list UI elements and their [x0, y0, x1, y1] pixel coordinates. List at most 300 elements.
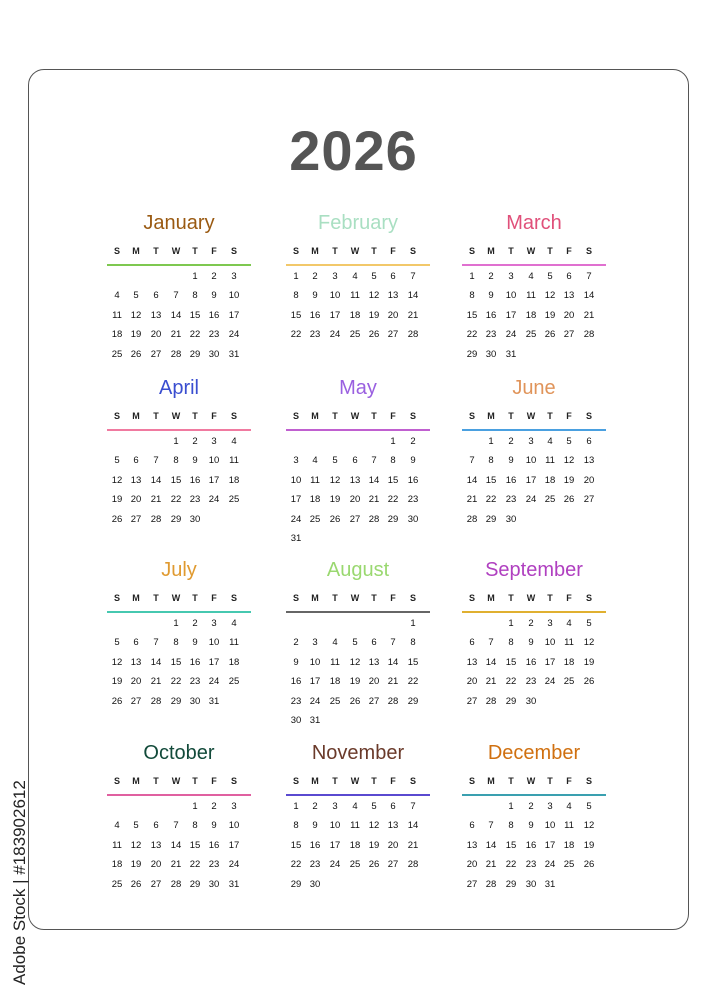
- day-cell: 26: [368, 859, 380, 871]
- day-cell: 4: [332, 637, 338, 649]
- day-cell: 22: [189, 859, 201, 871]
- month-name: January: [143, 212, 215, 234]
- day-cell: 28: [368, 513, 380, 525]
- day-cell: 6: [469, 820, 475, 832]
- day-cell: 28: [485, 695, 497, 707]
- day-cell: 18: [349, 839, 361, 851]
- day-cell: 9: [312, 820, 318, 832]
- day-cell: 10: [290, 474, 302, 486]
- day-cell: 25: [228, 676, 240, 688]
- day-cell: 11: [564, 637, 574, 649]
- day-cell: 4: [547, 435, 553, 447]
- day-cell: 18: [111, 329, 123, 341]
- day-grid: [107, 801, 251, 899]
- day-cell: 24: [309, 695, 321, 707]
- weekday-label: F: [211, 593, 217, 603]
- day-cell: 4: [114, 290, 120, 302]
- weekday-header: [107, 593, 251, 607]
- day-cell: 19: [368, 839, 380, 851]
- day-cell: 23: [208, 859, 220, 871]
- day-cell: 30: [505, 513, 517, 525]
- weekday-label: M: [311, 776, 319, 786]
- day-cell: 17: [329, 309, 341, 321]
- day-cell: 16: [525, 656, 537, 668]
- weekday-label: S: [292, 246, 299, 256]
- day-cell: 26: [111, 513, 123, 525]
- day-cell: 16: [208, 309, 220, 321]
- day-cell: 13: [368, 656, 380, 668]
- day-cell: 5: [332, 455, 338, 467]
- weekday-label: W: [350, 246, 360, 256]
- weekday-label: T: [508, 593, 514, 603]
- day-cell: 11: [229, 455, 239, 467]
- weekday-label: S: [230, 246, 237, 256]
- day-cell: 18: [228, 474, 240, 486]
- day-cell: 29: [387, 513, 399, 525]
- day-cell: 15: [290, 309, 302, 321]
- day-cell: 8: [410, 637, 416, 649]
- day-cell: 14: [485, 656, 497, 668]
- day-cell: 10: [208, 455, 220, 467]
- day-cell: 23: [525, 859, 537, 871]
- day-cell: 6: [153, 290, 159, 302]
- weekday-label: F: [566, 246, 572, 256]
- day-cell: 27: [130, 513, 142, 525]
- day-cell: 10: [525, 455, 537, 467]
- day-cell: 28: [485, 878, 497, 890]
- day-cell: 2: [488, 270, 494, 282]
- weekday-label: T: [508, 246, 514, 256]
- day-cell: 10: [544, 820, 556, 832]
- day-cell: 29: [170, 695, 182, 707]
- day-cell: 2: [211, 270, 217, 282]
- weekday-header: [462, 593, 606, 607]
- weekday-label: F: [211, 776, 217, 786]
- day-cell: 14: [407, 820, 419, 832]
- weekday-label: S: [292, 776, 299, 786]
- day-cell: 8: [192, 820, 198, 832]
- day-cell: 7: [410, 270, 416, 282]
- day-cell: 23: [290, 695, 302, 707]
- day-cell: 10: [544, 637, 556, 649]
- weekday-label: W: [171, 593, 181, 603]
- day-cell: 24: [329, 859, 341, 871]
- day-grid: [107, 271, 251, 369]
- day-cell: 21: [583, 309, 595, 321]
- day-cell: 1: [508, 617, 514, 629]
- month-name: April: [158, 377, 199, 399]
- day-cell: 9: [508, 455, 514, 467]
- day-cell: 17: [208, 474, 220, 486]
- day-cell: 2: [312, 270, 318, 282]
- day-cell: 24: [228, 859, 240, 871]
- day-cell: 4: [352, 270, 358, 282]
- day-cell: 25: [111, 348, 123, 360]
- weekday-label: T: [153, 246, 159, 256]
- day-cell: 29: [505, 878, 517, 890]
- day-cell: 21: [387, 676, 399, 688]
- weekday-label: T: [192, 246, 198, 256]
- weekday-label: M: [311, 246, 319, 256]
- month-august: [286, 557, 430, 735]
- day-cell: 17: [228, 839, 240, 851]
- day-cell: 1: [508, 800, 514, 812]
- weekday-label: T: [508, 411, 514, 421]
- day-cell: 26: [544, 329, 556, 341]
- day-cell: 27: [466, 695, 478, 707]
- day-cell: 16: [290, 676, 302, 688]
- day-cell: 10: [208, 637, 220, 649]
- weekday-label: M: [132, 776, 140, 786]
- day-cell: 10: [309, 656, 321, 668]
- day-cell: 24: [544, 676, 556, 688]
- day-cell: 27: [387, 329, 399, 341]
- day-cell: 21: [407, 839, 419, 851]
- day-cell: 4: [231, 617, 237, 629]
- day-cell: 29: [189, 878, 201, 890]
- day-cell: 8: [173, 637, 179, 649]
- day-cell: 20: [387, 309, 399, 321]
- day-cell: 27: [466, 878, 478, 890]
- day-cell: 3: [211, 435, 217, 447]
- weekday-label: M: [132, 411, 140, 421]
- day-cell: 2: [410, 435, 416, 447]
- day-cell: 1: [410, 617, 416, 629]
- day-cell: 14: [170, 839, 182, 851]
- month-rule: [462, 264, 606, 266]
- month-february: [286, 210, 430, 349]
- day-cell: 3: [332, 270, 338, 282]
- month-rule: [107, 611, 251, 613]
- day-cell: 14: [583, 290, 595, 302]
- day-cell: 12: [583, 820, 595, 832]
- day-cell: 15: [189, 839, 201, 851]
- day-cell: 4: [114, 820, 120, 832]
- day-cell: 23: [309, 859, 321, 871]
- day-cell: 27: [368, 695, 380, 707]
- weekday-label: M: [132, 246, 140, 256]
- day-cell: 28: [150, 695, 162, 707]
- day-cell: 22: [485, 494, 497, 506]
- day-cell: 5: [352, 637, 358, 649]
- weekday-label: S: [585, 776, 592, 786]
- day-cell: 21: [368, 494, 380, 506]
- weekday-label: M: [132, 593, 140, 603]
- day-cell: 31: [208, 695, 220, 707]
- weekday-label: T: [192, 776, 198, 786]
- day-cell: 25: [563, 676, 575, 688]
- day-grid: [462, 618, 606, 716]
- day-cell: 15: [387, 474, 399, 486]
- day-cell: 3: [547, 800, 553, 812]
- day-grid: [286, 801, 430, 899]
- weekday-label: T: [332, 776, 338, 786]
- day-cell: 28: [466, 513, 478, 525]
- day-cell: 2: [528, 617, 534, 629]
- day-cell: 6: [586, 435, 592, 447]
- day-cell: 2: [528, 800, 534, 812]
- day-cell: 3: [231, 270, 237, 282]
- day-cell: 2: [211, 800, 217, 812]
- weekday-label: T: [153, 411, 159, 421]
- day-cell: 26: [329, 513, 341, 525]
- day-cell: 4: [566, 800, 572, 812]
- day-cell: 24: [290, 513, 302, 525]
- day-cell: 8: [508, 637, 514, 649]
- day-cell: 1: [469, 270, 475, 282]
- weekday-label: F: [566, 593, 572, 603]
- day-cell: 4: [352, 800, 358, 812]
- day-cell: 19: [349, 676, 361, 688]
- day-cell: 7: [173, 290, 179, 302]
- day-cell: 15: [170, 474, 182, 486]
- weekday-label: W: [526, 593, 536, 603]
- weekday-label: M: [487, 593, 495, 603]
- day-cell: 23: [189, 494, 201, 506]
- day-cell: 22: [466, 329, 478, 341]
- weekday-label: W: [526, 246, 536, 256]
- day-cell: 18: [525, 309, 537, 321]
- day-cell: 9: [192, 637, 198, 649]
- day-cell: 19: [583, 656, 595, 668]
- day-cell: 17: [544, 839, 556, 851]
- weekday-label: F: [566, 411, 572, 421]
- day-cell: 17: [505, 309, 517, 321]
- weekday-label: F: [211, 246, 217, 256]
- day-cell: 11: [229, 637, 239, 649]
- day-cell: 15: [485, 474, 497, 486]
- day-cell: 5: [133, 820, 139, 832]
- month-rule: [107, 794, 251, 796]
- day-cell: 15: [466, 309, 478, 321]
- weekday-label: F: [390, 246, 396, 256]
- day-cell: 23: [505, 494, 517, 506]
- day-cell: 7: [153, 637, 159, 649]
- day-cell: 19: [544, 309, 556, 321]
- month-september: [462, 557, 606, 715]
- day-cell: 17: [309, 676, 321, 688]
- day-cell: 20: [130, 676, 142, 688]
- day-cell: 27: [387, 859, 399, 871]
- weekday-label: S: [230, 776, 237, 786]
- day-cell: 1: [173, 617, 179, 629]
- day-cell: 28: [583, 329, 595, 341]
- day-cell: 11: [350, 820, 360, 832]
- weekday-label: M: [311, 411, 319, 421]
- day-cell: 5: [586, 800, 592, 812]
- weekday-label: S: [585, 246, 592, 256]
- day-cell: 5: [371, 800, 377, 812]
- day-cell: 29: [505, 695, 517, 707]
- weekday-label: W: [171, 776, 181, 786]
- month-rule: [286, 429, 430, 431]
- day-cell: 31: [228, 348, 240, 360]
- day-cell: 8: [293, 290, 299, 302]
- weekday-label: S: [292, 411, 299, 421]
- day-cell: 16: [485, 309, 497, 321]
- day-cell: 30: [309, 878, 321, 890]
- day-grid: [286, 436, 430, 553]
- month-name: June: [512, 377, 556, 399]
- day-cell: 19: [130, 329, 142, 341]
- weekday-label: M: [487, 776, 495, 786]
- weekday-label: S: [409, 246, 416, 256]
- day-cell: 18: [544, 474, 556, 486]
- day-cell: 26: [130, 878, 142, 890]
- day-cell: 28: [170, 348, 182, 360]
- weekday-header: [107, 776, 251, 790]
- day-cell: 16: [505, 474, 517, 486]
- day-cell: 18: [228, 656, 240, 668]
- day-cell: 4: [566, 617, 572, 629]
- day-cell: 30: [525, 695, 537, 707]
- day-cell: 3: [293, 455, 299, 467]
- weekday-header: [107, 411, 251, 425]
- weekday-label: S: [409, 776, 416, 786]
- day-cell: 24: [525, 494, 537, 506]
- day-cell: 20: [466, 676, 478, 688]
- month-may: [286, 375, 430, 553]
- day-cell: 26: [349, 695, 361, 707]
- weekday-label: F: [566, 776, 572, 786]
- day-cell: 8: [390, 455, 396, 467]
- weekday-label: S: [113, 411, 120, 421]
- weekday-header: [286, 246, 430, 260]
- day-cell: 23: [189, 676, 201, 688]
- day-cell: 27: [349, 513, 361, 525]
- day-cell: 25: [349, 859, 361, 871]
- day-cell: 3: [211, 617, 217, 629]
- day-cell: 13: [583, 455, 595, 467]
- stock-watermark: Adobe Stock | #183902612: [10, 780, 29, 985]
- day-cell: 6: [133, 455, 139, 467]
- day-cell: 20: [466, 859, 478, 871]
- day-cell: 6: [153, 820, 159, 832]
- day-cell: 6: [371, 637, 377, 649]
- day-cell: 5: [547, 270, 553, 282]
- day-cell: 15: [290, 839, 302, 851]
- day-cell: 5: [114, 637, 120, 649]
- weekday-label: W: [171, 411, 181, 421]
- day-cell: 19: [368, 309, 380, 321]
- day-cell: 5: [566, 435, 572, 447]
- day-cell: 19: [329, 494, 341, 506]
- day-cell: 11: [526, 290, 536, 302]
- day-cell: 6: [390, 800, 396, 812]
- day-cell: 8: [192, 290, 198, 302]
- weekday-label: F: [390, 411, 396, 421]
- day-cell: 26: [368, 329, 380, 341]
- day-cell: 3: [332, 800, 338, 812]
- day-cell: 3: [528, 435, 534, 447]
- weekday-header: [286, 411, 430, 425]
- day-cell: 13: [387, 290, 399, 302]
- day-cell: 27: [563, 329, 575, 341]
- weekday-label: W: [350, 411, 360, 421]
- day-cell: 12: [583, 637, 595, 649]
- month-rule: [286, 611, 430, 613]
- day-cell: 20: [387, 839, 399, 851]
- day-cell: 22: [290, 859, 302, 871]
- weekday-label: M: [311, 593, 319, 603]
- weekday-label: S: [113, 246, 120, 256]
- day-cell: 9: [192, 455, 198, 467]
- month-december: [462, 740, 606, 898]
- day-cell: 16: [208, 839, 220, 851]
- day-cell: 13: [349, 474, 361, 486]
- day-cell: 16: [189, 656, 201, 668]
- day-cell: 29: [485, 513, 497, 525]
- weekday-header: [462, 246, 606, 260]
- weekday-label: W: [350, 776, 360, 786]
- day-cell: 28: [407, 859, 419, 871]
- day-grid: [286, 271, 430, 349]
- day-cell: 19: [583, 839, 595, 851]
- day-cell: 7: [371, 455, 377, 467]
- month-name: December: [487, 742, 581, 764]
- day-cell: 3: [508, 270, 514, 282]
- day-cell: 26: [583, 859, 595, 871]
- weekday-label: S: [468, 246, 475, 256]
- day-cell: 11: [112, 839, 122, 851]
- day-cell: 13: [387, 820, 399, 832]
- day-cell: 27: [583, 494, 595, 506]
- day-cell: 23: [407, 494, 419, 506]
- weekday-label: T: [332, 411, 338, 421]
- month-january: [107, 210, 251, 368]
- day-cell: 25: [349, 329, 361, 341]
- day-cell: 26: [130, 348, 142, 360]
- day-cell: 24: [505, 329, 517, 341]
- day-cell: 13: [150, 309, 162, 321]
- day-cell: 12: [111, 474, 123, 486]
- day-cell: 11: [310, 474, 320, 486]
- day-cell: 27: [130, 695, 142, 707]
- day-cell: 9: [528, 820, 534, 832]
- day-cell: 12: [563, 455, 575, 467]
- day-cell: 8: [469, 290, 475, 302]
- day-cell: 1: [173, 435, 179, 447]
- day-cell: 18: [329, 676, 341, 688]
- day-cell: 6: [133, 637, 139, 649]
- day-cell: 8: [293, 820, 299, 832]
- day-cell: 7: [586, 270, 592, 282]
- day-cell: 18: [563, 656, 575, 668]
- day-cell: 28: [170, 878, 182, 890]
- weekday-label: T: [332, 593, 338, 603]
- day-cell: 3: [312, 637, 318, 649]
- weekday-header: [462, 411, 606, 425]
- day-cell: 9: [211, 820, 217, 832]
- day-cell: 9: [293, 656, 299, 668]
- weekday-label: W: [526, 776, 536, 786]
- day-cell: 5: [586, 617, 592, 629]
- day-cell: 24: [228, 329, 240, 341]
- day-cell: 1: [488, 435, 494, 447]
- day-cell: 22: [387, 494, 399, 506]
- day-cell: 1: [293, 800, 299, 812]
- day-cell: 25: [329, 695, 341, 707]
- day-cell: 12: [130, 309, 142, 321]
- day-cell: 31: [544, 878, 556, 890]
- day-cell: 2: [293, 637, 299, 649]
- month-name: November: [311, 742, 405, 764]
- month-november: [286, 740, 430, 898]
- day-cell: 22: [290, 329, 302, 341]
- day-cell: 20: [368, 676, 380, 688]
- day-grid: [107, 618, 251, 716]
- month-june: [462, 375, 606, 533]
